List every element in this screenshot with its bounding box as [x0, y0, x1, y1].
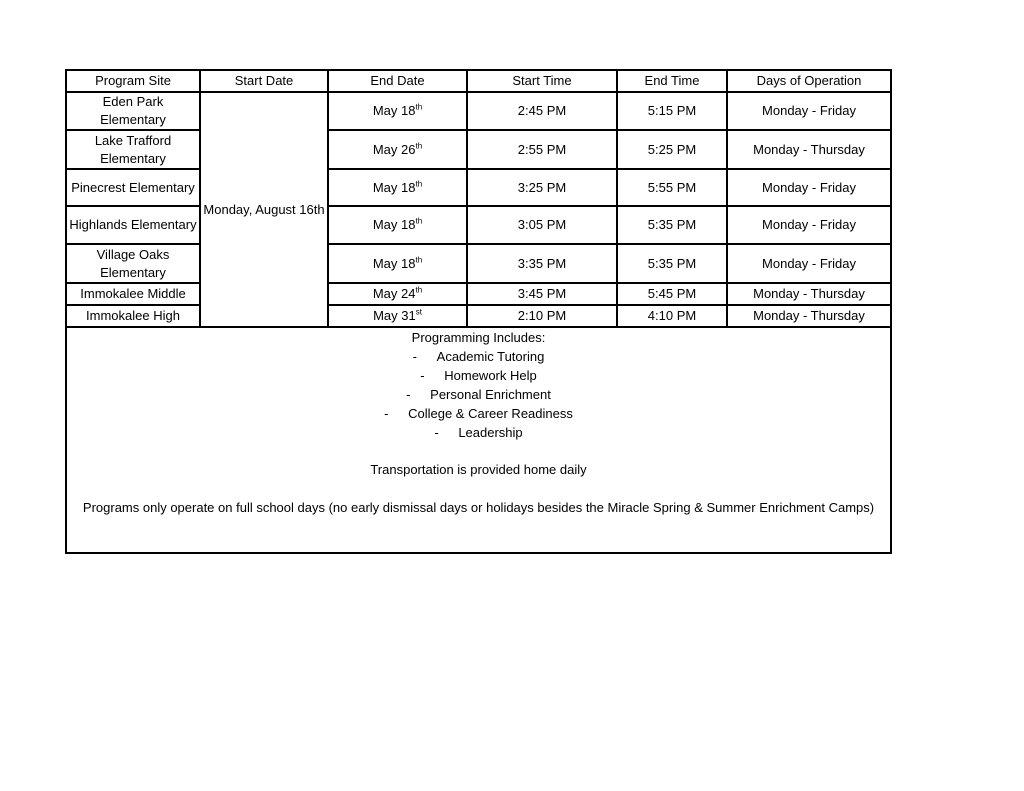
end-date-day: May 26 [372, 141, 416, 157]
cell-days: Monday - Friday [727, 244, 890, 283]
bullet-dash: - [434, 425, 439, 440]
cell-days: Monday - Thursday [727, 283, 890, 305]
list-item-label: Homework Help [444, 368, 537, 383]
bullet-dash: - [412, 349, 417, 364]
schedule-sheet [65, 69, 892, 554]
cell-end-time: 4:10 PM [617, 305, 727, 327]
bullet-dash: - [406, 387, 411, 402]
list-item [67, 404, 890, 423]
header-end-date: End Date [328, 71, 467, 92]
programming-includes-heading: Programming Includes: [411, 330, 546, 345]
cell-end-time: 5:35 PM [617, 206, 727, 244]
table-row [67, 130, 890, 169]
end-date-suffix: th [415, 255, 423, 265]
cell-end-date [328, 130, 467, 169]
cell-end-date [328, 169, 467, 206]
cell-program-site: Eden Park Elementary [67, 92, 200, 130]
cell-end-date [328, 206, 467, 244]
cell-end-date [328, 244, 467, 283]
end-date-suffix: th [415, 285, 423, 295]
table-row [67, 92, 890, 130]
list-item [67, 385, 890, 404]
cell-end-time: 5:35 PM [617, 244, 727, 283]
list-item [67, 366, 890, 385]
end-date-suffix: th [415, 141, 423, 151]
cell-days: Monday - Friday [727, 206, 890, 244]
cell-days: Monday - Friday [727, 169, 890, 206]
cell-days: Monday - Friday [727, 92, 890, 130]
header-start-time: Start Time [467, 71, 617, 92]
cell-program-site: Highlands Elementary [67, 206, 200, 244]
cell-end-date [328, 305, 467, 327]
table-row [67, 283, 890, 305]
header-row [67, 71, 890, 92]
end-date-day: May 24 [372, 286, 416, 301]
header-start-date: Start Date [200, 71, 328, 92]
transportation-note: Transportation is provided home daily [370, 462, 587, 477]
end-date-suffix: th [415, 102, 423, 112]
list-item [67, 347, 890, 366]
list-item-label: Leadership [458, 425, 523, 440]
table-row [67, 305, 890, 327]
end-date-day: May 18 [372, 217, 416, 232]
cell-end-date [328, 92, 467, 130]
cell-end-time: 5:45 PM [617, 283, 727, 305]
end-date-day: May 31 [373, 308, 416, 323]
list-item-label: College & Career Readiness [408, 406, 573, 421]
cell-end-time: 5:55 PM [617, 169, 727, 206]
cell-program-site: Immokalee Middle [67, 283, 200, 305]
program-schedule-table [67, 71, 890, 328]
cell-end-time: 5:25 PM [617, 130, 727, 169]
cell-start-time: 2:10 PM [467, 305, 617, 327]
cell-program-site: Immokalee High [67, 305, 200, 327]
cell-program-site: Village Oaks Elementary [67, 244, 200, 283]
cell-start-time: 3:35 PM [467, 244, 617, 283]
end-date-suffix: th [415, 179, 423, 189]
end-date-day: May 18 [372, 179, 416, 195]
end-date-suffix: th [415, 216, 423, 226]
list-item [67, 423, 890, 442]
end-date-suffix: st [415, 307, 422, 317]
bullet-dash: - [384, 406, 389, 421]
cell-end-time: 5:15 PM [617, 92, 727, 130]
end-date-day: May 18 [372, 255, 416, 271]
cell-start-time: 3:25 PM [467, 169, 617, 206]
header-days-of-operation: Days of Operation [727, 71, 890, 92]
header-end-time: End Time [617, 71, 727, 92]
header-program-site: Program Site [67, 71, 200, 92]
list-item-label: Academic Tutoring [436, 349, 545, 364]
cell-days: Monday - Thursday [727, 130, 890, 169]
bullet-dash: - [420, 368, 425, 383]
table-row [67, 169, 890, 206]
end-date-day: May 18 [372, 103, 416, 118]
spacer [67, 442, 890, 460]
cell-program-site: Pinecrest Elementary [67, 169, 200, 206]
table-row [67, 244, 890, 283]
spacer [67, 479, 890, 498]
cell-end-date [328, 283, 467, 305]
table-row [67, 206, 890, 244]
program-notes [67, 328, 890, 517]
cell-program-site: Lake Trafford Elementary [67, 130, 200, 169]
cell-start-time: 3:05 PM [467, 206, 617, 244]
cell-days: Monday - Thursday [727, 305, 890, 327]
cell-start-time: 3:45 PM [467, 283, 617, 305]
cell-start-time: 2:45 PM [467, 92, 617, 130]
cell-start-date: Monday, August 16th [200, 92, 328, 327]
operation-note: Programs only operate on full school days (no early dismissal days or holidays besides the Miracle Spring & Summer Enrichment Camps) [82, 500, 875, 515]
list-item-label: Personal Enrichment [430, 387, 551, 402]
cell-start-time: 2:55 PM [467, 130, 617, 169]
